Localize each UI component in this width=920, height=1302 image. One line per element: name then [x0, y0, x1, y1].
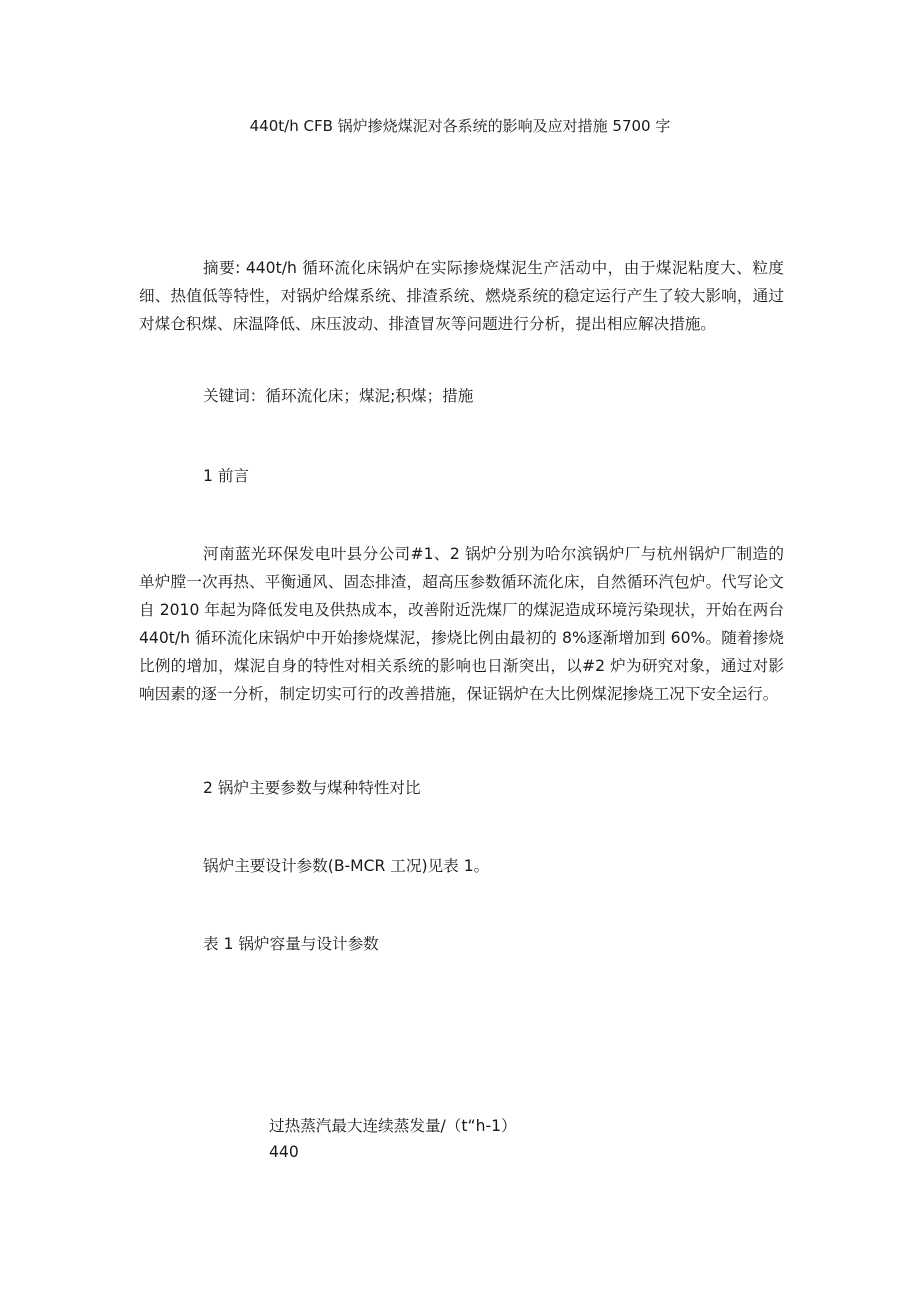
- table-1-row-value: 440: [269, 1143, 299, 1161]
- keywords-line: 关键词：循环流化床；煤泥;积煤；措施: [203, 387, 474, 405]
- section-2-intro: 锅炉主要设计参数(B-MCR 工况)见表 1。: [203, 857, 490, 875]
- table-1-caption: 表 1 锅炉容量与设计参数: [203, 935, 379, 953]
- document-title: 440t/h CFB 锅炉掺烧煤泥对各系统的影响及应对措施 5700 字: [249, 117, 671, 135]
- section-1-heading: 1 前言: [203, 467, 250, 485]
- section-2-heading: 2 锅炉主要参数与煤种特性对比: [203, 779, 421, 797]
- table-1-row-label: 过热蒸汽最大连续蒸发量/（t“h-1）: [269, 1117, 517, 1135]
- section-1-body: 河南蓝光环保发电叶县分公司#1、2 锅炉分别为哈尔滨锅炉厂与杭州锅炉厂制造的单炉膛一次再热、平衡通风、固态排渣，超高压参数循环流化床，自然循环汽包炉。代写论文自 2010 年起为降低发电及供热成本，改善附近洗煤厂的煤泥造成环境污染现状，开始在两台 440t/h 循环流化床锅炉中开始掺烧煤泥，掺烧比例由最初的 8%逐渐增加到 60%。随着掺烧比例的增加，煤泥自身的特性对相关系统的影响也日渐突出，以#2 炉为研究对象，通过对影响因素的逐一分析，制定切实可行的改善措施，保证锅炉在大比例煤泥掺烧工况下安全运行。: [139, 545, 784, 703]
- abstract-paragraph: 摘要: 440t/h 循环流化床锅炉在实际掺烧煤泥生产活动中，由于煤泥粘度大、粒度细、热值低等特性，对锅炉给煤系统、排渣系统、燃烧系统的稳定运行产生了较大影响，通过对煤仓积煤、床温降低、床压波动、排渣冒灰等问题进行分析，提出相应解决措施。: [139, 259, 784, 333]
